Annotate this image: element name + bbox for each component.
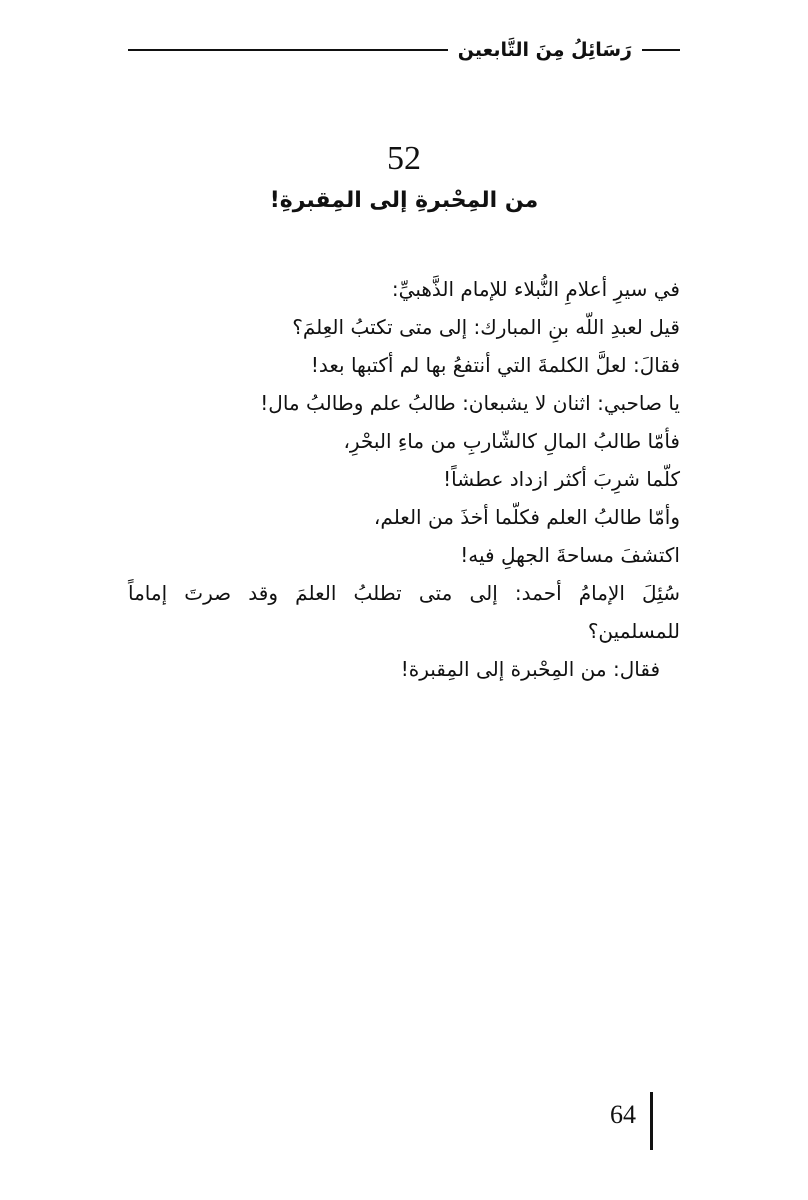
book-title: رَسَائِلُ مِنَ التَّابعين xyxy=(457,39,632,61)
body-line: قيل لعبدِ اللّه بنِ المبارك: إلى متى تكتبُ العِلمَ؟ xyxy=(292,315,680,339)
header-dash xyxy=(642,49,680,51)
body-text xyxy=(128,270,680,688)
body-line: وأمّا طالبُ العلم فكلّما أخذَ من العلم، xyxy=(373,505,680,529)
body-line: كلّما شرِبَ أكثر ازداد عطشاً! xyxy=(443,467,680,491)
chapter-title: من المِحْبرةِ إلى المِقبرةِ! xyxy=(269,188,539,213)
body-line: اكتشفَ مساحةَ الجهلِ فيه! xyxy=(460,543,680,567)
body-line: فقال: من المِحْبرة إلى المِقبرة! xyxy=(400,657,660,681)
body-line: يا صاحبي: اثنان لا يشبعان: طالبُ علم وطالبُ مال! xyxy=(260,391,680,415)
header-rule xyxy=(128,49,448,51)
chapter-number: 52 xyxy=(387,140,421,177)
body-line: في سيرِ أعلامِ النُّبلاء للإمام الذَّهبيِّ: xyxy=(391,277,680,301)
body-line: فأمّا طالبُ المالِ كالشّاربِ من ماءِ البحْرِ، xyxy=(343,429,680,453)
folio-rule xyxy=(650,1092,653,1150)
folio xyxy=(610,1092,653,1152)
body-line: سُئِلَ الإمامُ أحمد: إلى متى تطلبُ العلمَ وقد صرتَ إماماً للمسلمين؟ xyxy=(128,581,680,643)
body-line: فقالَ: لعلَّ الكلمةَ التي أنتفعُ بها لم أكتبها بعد! xyxy=(310,353,680,377)
page-number: 64 xyxy=(610,1100,636,1129)
running-header xyxy=(128,36,680,64)
